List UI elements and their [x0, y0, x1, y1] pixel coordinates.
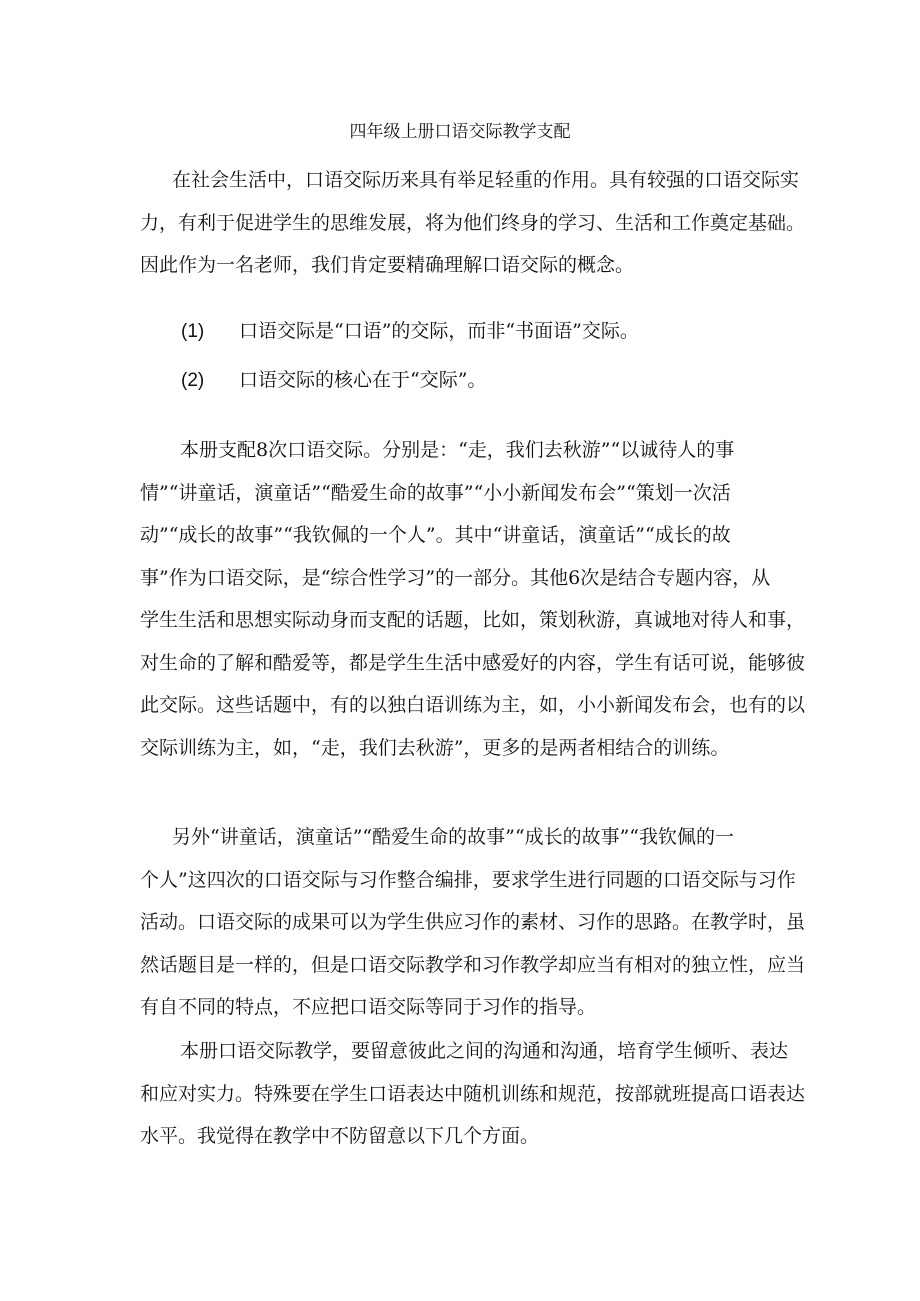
text-line: 活动。口语交际的成果可以为学生供应习作的素材、习作的思路。在教学时，虽	[140, 911, 806, 933]
paragraph-teaching	[140, 1030, 806, 1158]
text-line: 力，有利于促进学生的思维发展，将为他们终身的学习、生活和工作奠定基础。	[140, 211, 806, 234]
text-line: 交际训练为主，如，“走，我们去秋游”，更多的是两者相结合的训练。	[140, 736, 730, 759]
text-line: 本册支配8次口语交际。分别是：“走，我们去秋游”“以诚待人的事	[180, 439, 735, 461]
text-line: 动”“成长的故事”“我钦佩的一个人”。其中“讲童话，演童话”“成长的故	[140, 524, 731, 546]
list-item	[181, 365, 486, 396]
text-line: 和应对实力。特殊要在学生口语表达中随机训练和规范，按部就班提高口语表达	[140, 1082, 806, 1105]
paragraph-intro	[140, 159, 806, 287]
text-line: 学生生活和思想实际动身而支配的话题，比如，策划秋游，真诚地对待人和事，	[140, 609, 806, 631]
text-line: 个人”这四次的口语交际与习作整合编排，要求学生进行同题的口语交际与习作	[140, 868, 796, 891]
text-line: 情”“讲童话，演童话”“酷爱生命的故事”“小小新闻发布会”“策划一次活	[140, 481, 731, 504]
list-number: (2)	[181, 370, 205, 391]
text-line: 对生命的了解和酷爱等，都是学生生活中感爱好的内容，学生有话可说，能够彼	[140, 651, 806, 674]
text-line: 有自不同的特点，不应把口语交际等同于习作的指导。	[140, 996, 597, 1018]
document-title: 四年级上册口语交际教学支配	[349, 122, 571, 142]
text-line: 事”作为口语交际，是“综合性学习”的一部分。其他6次是结合专题内容，从	[140, 566, 771, 589]
paragraph-integration	[140, 816, 806, 1029]
text-line: 此交际。这些话题中，有的以独白语训练为主，如，小小新闻发布会，也有的以	[140, 694, 806, 716]
list-item	[181, 316, 639, 347]
list-text: 口语交际是“口语”的交际，而非“书面语”交际。	[239, 320, 639, 342]
list-number: (1)	[181, 321, 205, 342]
text-line: 另外“讲童话，演童话”“酷爱生命的故事”“成长的故事”“我钦佩的一	[172, 826, 734, 848]
text-line: 本册口语交际教学，要留意彼此之间的沟通和沟通，培育学生倾听、表达	[180, 1040, 789, 1062]
paragraph-schedule	[140, 429, 806, 769]
text-line: 在社会生活中，口语交际历来具有举足轻重的作用。具有较强的口语交际实	[172, 169, 800, 191]
text-line: 因此作为一名老师，我们肯定要精确理解口语交际的概念。	[140, 254, 635, 276]
text-line: 然话题目是一样的，但是口语交际教学和习作教学却应当有相对的独立性，应当	[140, 953, 806, 976]
list-text: 口语交际的核心在于“交际”。	[239, 369, 487, 391]
text-line: 水平。我觉得在教学中不防留意以下几个方面。	[140, 1125, 540, 1147]
